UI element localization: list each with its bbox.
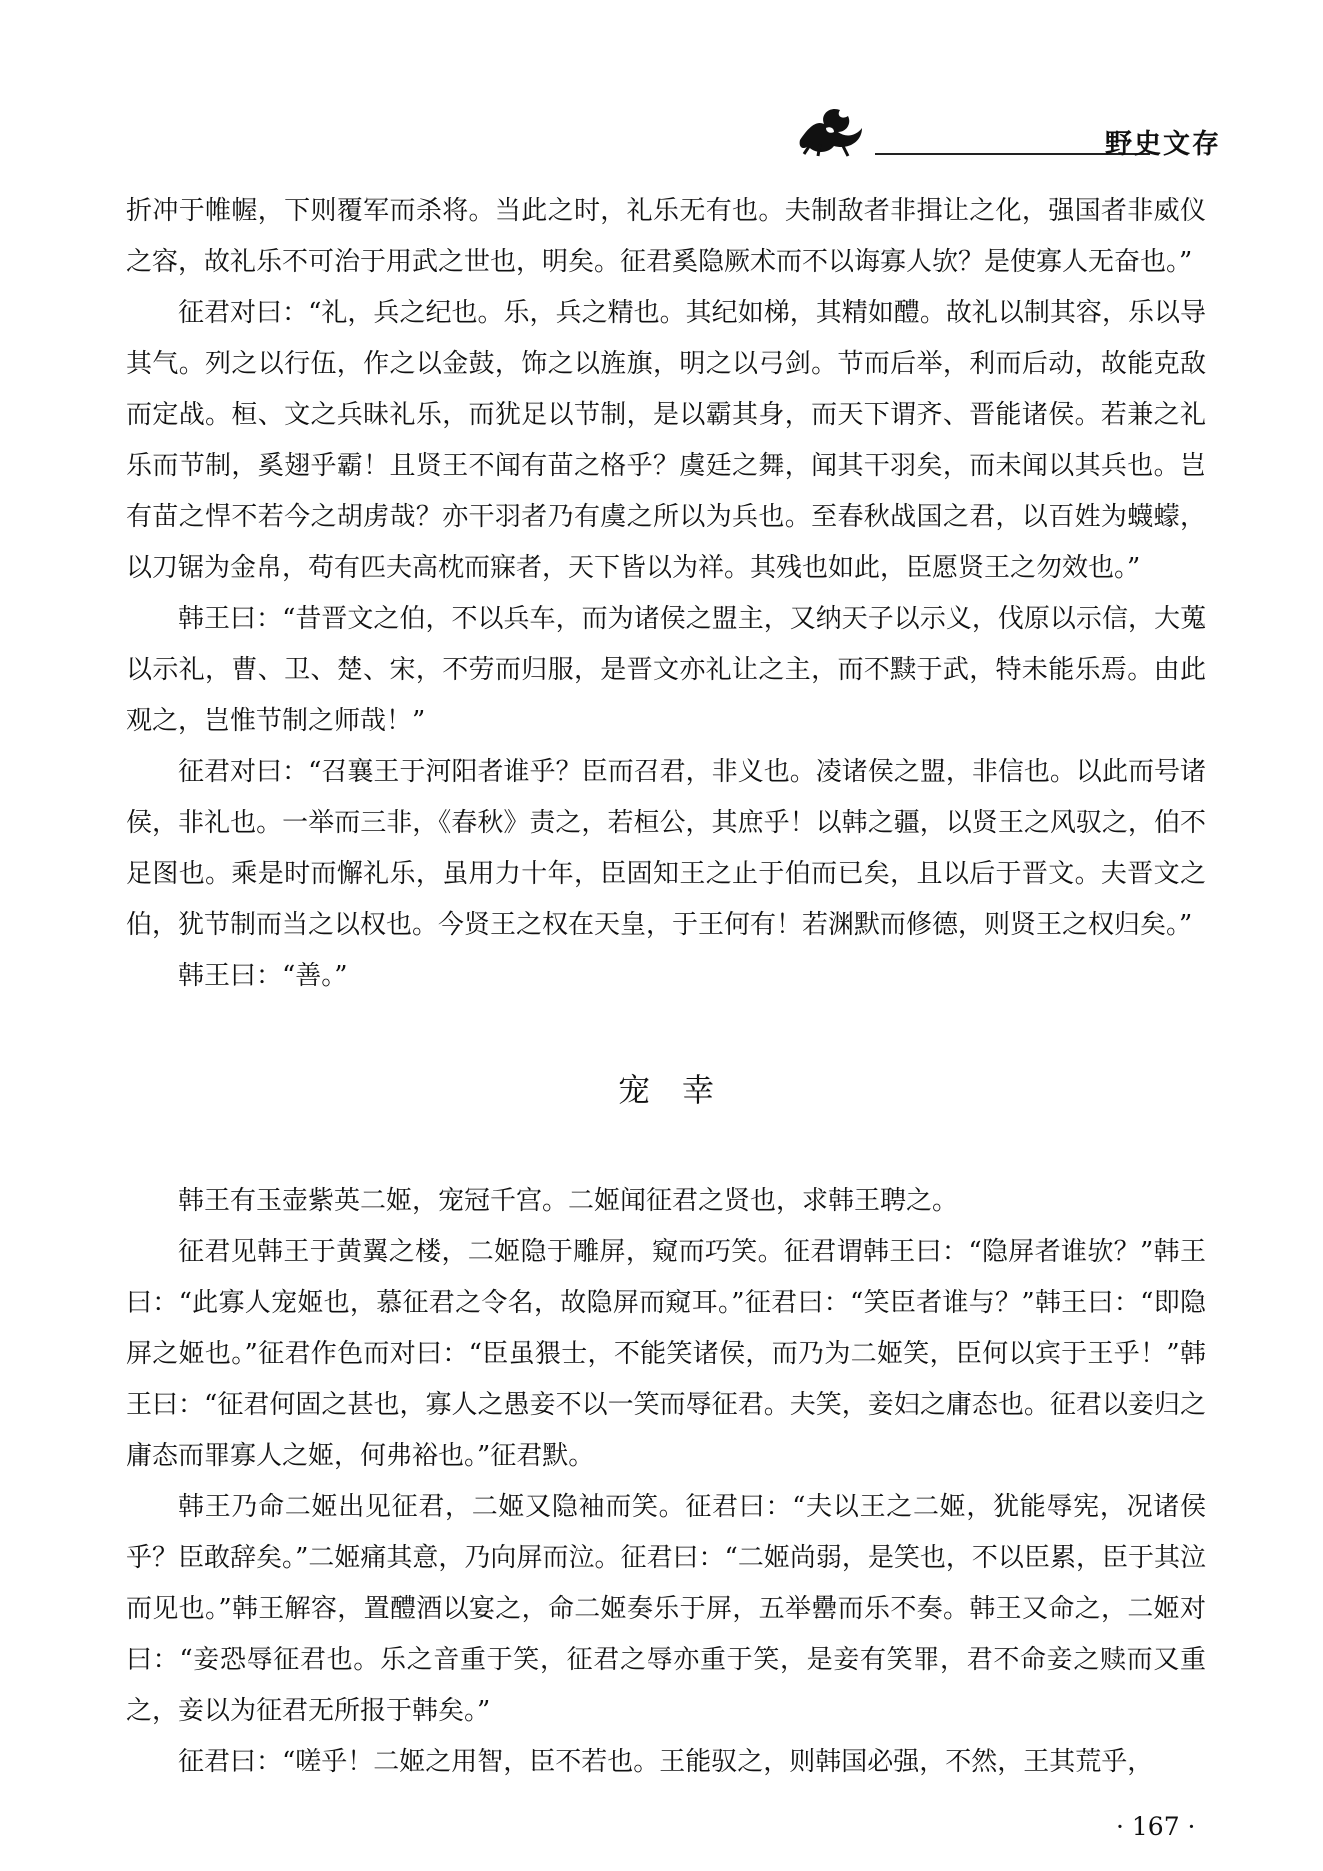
page-number: · 167 ·	[1116, 1812, 1196, 1841]
dragon-emblem-icon	[790, 98, 870, 158]
paragraph: 韩王曰：“善。”	[178, 961, 348, 991]
running-title: 野史文存	[1105, 129, 1221, 160]
section-heading: 宠幸	[617, 1071, 746, 1109]
paragraph: 折冲于帷幄，下则覆军而杀将。当此之时，礼乐无有也。夫制敌者非揖让之化，强国者非威仪之容，故礼乐不可治于用武之世也，明矣。征君奚隐厥术而不以诲寡人欤？是使寡人无奋也。”	[126, 196, 1206, 277]
paragraph: 韩王有玉壶紫英二姬，宠冠千宫。二姬闻征君之贤也，求韩王聘之。	[178, 1186, 959, 1216]
paragraph: 韩王乃命二姬出见征君，二姬又隐袖而笑。征君曰：“夫以王之二姬，犹能辱宪，况诸侯乎？臣敢辞矣。”二姬痛其意，乃向屏而泣。征君曰：“二姬尚弱，是笑也，不以臣累，臣于其泣而见也。”韩王解容，置醴酒以宴之，命二姬奏乐于屏，五举罍而乐不奏。韩王又命之，二姬对曰：“妾恐辱征君也。乐之音重于笑，征君之辱亦重于笑，是妾有笑罪，君不命妾之赎而又重之，妾以为征君无所报于韩矣。”	[126, 1492, 1206, 1726]
paragraph: 征君对曰：“礼，兵之纪也。乐，兵之精也。其纪如梯，其精如醴。故礼以制其容，乐以导其气。列之以行伍，作之以金鼓，饰之以旌旗，明之以弓剑。节而后举，利而后动，故能克敌而定战。桓、文之兵昧礼乐，而犹足以节制，是以霸其身，而天下谓齐、晋能诸侯。若兼之礼乐而节制，奚翅乎霸！且贤王不闻有苗之格乎？虞廷之舞，闻其干羽矣，而未闻以其兵也。岂有苗之悍不若今之胡虏哉？亦干羽者乃有虞之所以为兵也。至春秋战国之君，以百姓为蠛蠓，以刀锯为金帛，苟有匹夫高枕而寐者，天下皆以为祥。其残也如此，臣愿贤王之勿效也。”	[126, 298, 1206, 583]
paragraph: 征君曰：“嗟乎！二姬之用智，臣不若也。王能驭之，则韩国必强，不然，王其荒乎，	[178, 1747, 1154, 1777]
paragraph: 韩王曰：“昔晋文之伯，不以兵车，而为诸侯之盟主，又纳天子以示义，伐原以示信，大蒐以示礼，曹、卫、楚、宋，不劳而归服，是晋文亦礼让之主，而不黩于武，特未能乐焉。由此观之，岂惟节制之师哉！”	[126, 604, 1206, 736]
paragraph: 征君对曰：“召襄王于河阳者谁乎？臣而召君，非义也。凌诸侯之盟，非信也。以此而号诸侯，非礼也。一举而三非，《春秋》责之，若桓公，其庶乎！以韩之疆，以贤王之风驭之，伯不足图也。乘是时而懈礼乐，虽用力十年，臣固知王之止于伯而已矣，且以后于晋文。夫晋文之伯，犹节制而当之以权也。今贤王之权在天皇，于王何有！若渊默而修德，则贤王之权归矣。”	[126, 757, 1206, 940]
running-header	[790, 98, 1221, 168]
main-text	[126, 186, 1206, 1788]
paragraph: 征君见韩王于黄翼之楼，二姬隐于雕屏，窥而巧笑。征君谓韩王曰：“隐屏者谁欤？”韩王曰：“此寡人宠姬也，慕征君之令名，故隐屏而窥耳。”征君曰：“笑臣者谁与？”韩王曰：“即隐屏之姬也。”征君作色而对曰：“臣虽猥士，不能笑诸侯，而乃为二姬笑，臣何以宾于王乎！”韩王曰：“征君何固之甚也，寡人之愚妾不以一笑而辱征君。夫笑，妾妇之庸态也。征君以妾归之庸态而罪寡人之姬，何弗裕也。”征君默。	[126, 1237, 1206, 1471]
